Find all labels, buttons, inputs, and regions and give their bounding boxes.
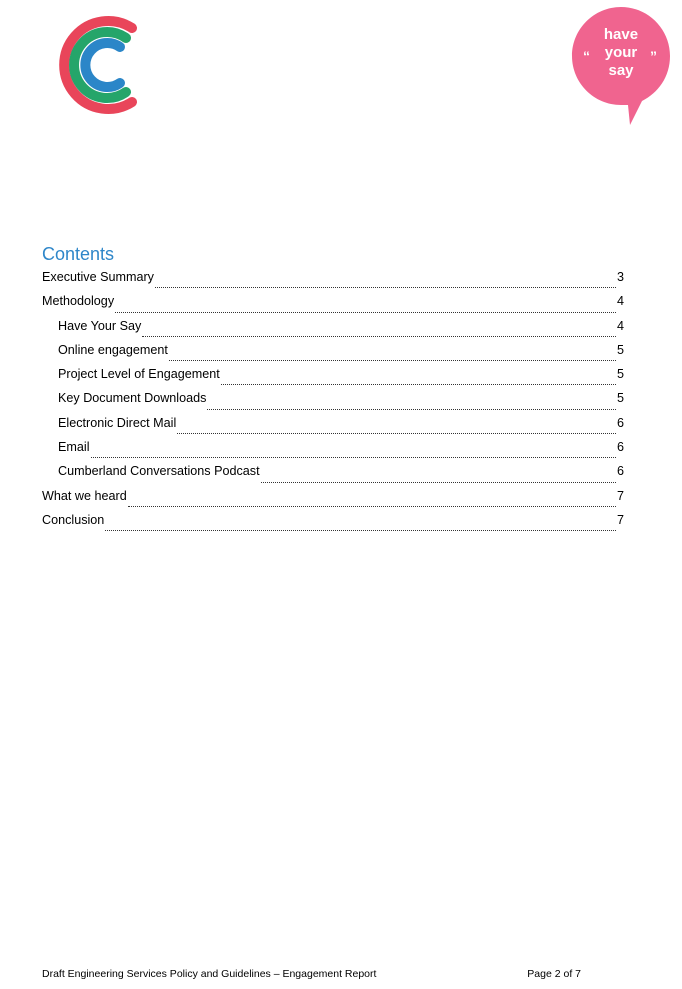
svg-text:”: ” <box>650 48 657 64</box>
footer-page-number: Page 2 of 7 <box>527 968 581 980</box>
toc-entry-title: Executive Summary <box>42 270 154 284</box>
toc-entry-title: Online engagement <box>58 342 168 357</box>
toc-entry[interactable] <box>42 292 624 316</box>
table-of-contents <box>42 268 624 535</box>
toc-entry-title: Conclusion <box>42 512 105 527</box>
toc-entry[interactable] <box>42 268 624 292</box>
toc-entry-title: Cumberland Conversations Podcast <box>58 464 260 479</box>
logo-word-your: your <box>604 44 638 61</box>
toc-entry-page: 6 <box>616 440 624 455</box>
footer-document-title: Draft Engineering Services Policy and Guidelines – Engagement Report <box>42 968 377 980</box>
toc-entry[interactable] <box>42 487 624 511</box>
toc-entry[interactable] <box>42 414 624 438</box>
toc-entry-title: Methodology <box>42 294 115 309</box>
toc-leader-dots <box>177 433 616 434</box>
toc-leader-dots <box>261 482 616 483</box>
toc-entry-page: 4 <box>616 294 624 309</box>
toc-entry-page: 3 <box>616 270 624 284</box>
toc-entry[interactable] <box>42 317 624 341</box>
toc-entry[interactable] <box>42 389 624 413</box>
toc-entry[interactable] <box>42 438 624 462</box>
toc-entry-title: Have Your Say <box>58 318 142 333</box>
svg-text:“: “ <box>583 48 590 64</box>
toc-entry-title: Project Level of Engagement <box>58 367 220 382</box>
toc-leader-dots <box>169 360 616 361</box>
toc-entry-page: 4 <box>616 318 624 333</box>
toc-entry-page: 5 <box>616 342 624 357</box>
logo-word-have: have <box>603 26 639 43</box>
toc-entry-title: Electronic Direct Mail <box>58 415 177 430</box>
toc-leader-dots <box>207 409 616 410</box>
toc-entry-page: 6 <box>616 464 624 479</box>
toc-entry-page: 7 <box>616 488 624 503</box>
toc-leader-dots <box>155 287 616 288</box>
toc-entry[interactable] <box>42 462 624 486</box>
contents-heading: Contents <box>42 244 115 264</box>
toc-entry-title: Email <box>58 440 90 455</box>
toc-entry[interactable] <box>42 341 624 365</box>
toc-entry-page: 5 <box>616 367 624 382</box>
toc-leader-dots <box>128 506 616 507</box>
toc-entry-page: 5 <box>616 391 624 406</box>
toc-entry-title: Key Document Downloads <box>58 391 207 406</box>
toc-entry-page: 7 <box>616 512 624 527</box>
toc-leader-dots <box>221 384 616 385</box>
toc-entry[interactable] <box>42 365 624 389</box>
logo-word-say: say <box>608 62 634 79</box>
toc-entry-title: What we heard <box>42 488 127 503</box>
have-your-say-logo-icon <box>570 5 672 127</box>
toc-leader-dots <box>91 457 616 458</box>
toc-leader-dots <box>142 336 616 337</box>
toc-entry[interactable] <box>42 511 624 535</box>
toc-leader-dots <box>105 530 616 531</box>
toc-entry-page: 6 <box>616 415 624 430</box>
page-footer <box>42 968 602 980</box>
cumberland-c-logo-icon <box>46 14 140 116</box>
toc-leader-dots <box>115 312 616 313</box>
